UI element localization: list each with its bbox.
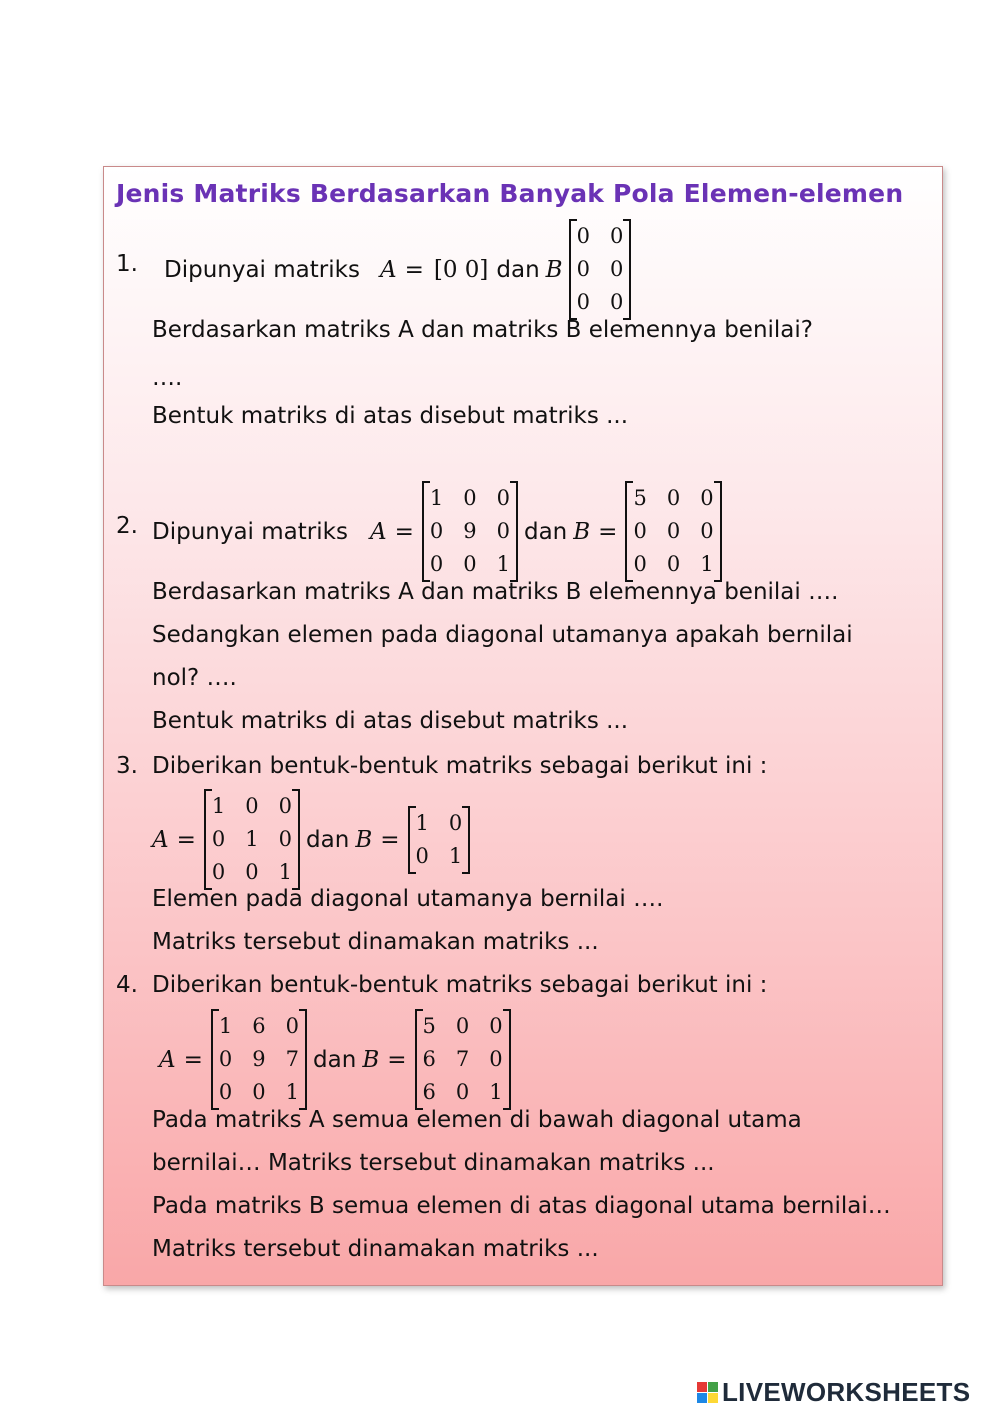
q1-b-symbol: B: [545, 256, 563, 283]
matrix-cell: 0: [496, 519, 510, 543]
matrix-cell: 0: [496, 486, 510, 510]
q3-matrix-a: [204, 789, 300, 890]
q2-intro: Dipunyai matriks: [152, 518, 348, 545]
matrix-cell: 0: [285, 1014, 300, 1038]
q2-line-3: nol? ….: [152, 665, 237, 691]
q3-b-symbol: B: [355, 826, 373, 853]
matrix-cell: 0: [576, 224, 590, 248]
matrix-cell: 0: [489, 1014, 503, 1038]
matrix-cell: 0: [609, 257, 624, 281]
matrix-cell: 0: [666, 552, 681, 576]
matrix-cell: 0: [448, 810, 463, 835]
matrix-cell: 0: [455, 1014, 470, 1038]
q4-equation: [159, 1009, 511, 1110]
matrix-cell: 0: [429, 552, 444, 576]
q3-equation: [152, 789, 470, 890]
matrix-cell: 6: [422, 1047, 436, 1071]
q3-dan: dan: [306, 826, 350, 853]
q2-line-4: Bentuk matriks di atas disebut matriks ...: [152, 708, 629, 734]
matrix-cell: 7: [285, 1047, 300, 1071]
matrix-cell: 1: [429, 486, 444, 510]
q4-number: 4.: [116, 972, 138, 998]
q1-line-1: Berdasarkan matriks A dan matriks B elemennya benilai?: [152, 317, 813, 343]
q2-matrix-b: [625, 481, 721, 582]
matrix-cell: 0: [633, 519, 647, 543]
q3-number: 3.: [116, 753, 138, 779]
matrix-cell: 0: [211, 860, 226, 884]
q3-b-equals: =: [380, 826, 400, 853]
q4-a-symbol: A: [159, 1046, 176, 1073]
q2-a-symbol: A: [369, 518, 387, 545]
q3-matrix-b: [408, 806, 471, 874]
matrix-cell: 5: [422, 1014, 436, 1038]
q1-matrix-a: [0 0]: [433, 256, 489, 283]
matrix-cell: 1: [211, 794, 226, 818]
matrix-cell: 9: [252, 1047, 266, 1071]
matrix-cell: 0: [463, 486, 477, 510]
liveworksheets-logo[interactable]: [697, 1377, 970, 1408]
q1-number: 1.: [116, 251, 138, 277]
q1-line-2: ….: [152, 365, 183, 391]
q4-b-symbol: B: [362, 1046, 380, 1073]
matrix-cell: 0: [278, 827, 293, 851]
q3-line-2: Matriks tersebut dinamakan matriks ...: [152, 929, 599, 955]
matrix-cell: 0: [576, 257, 590, 281]
matrix-cell: 7: [455, 1047, 470, 1071]
q2-matrix-a: [422, 481, 518, 582]
matrix-cell: 6: [422, 1080, 436, 1104]
q1-a-symbol: A: [379, 256, 397, 283]
matrix-cell: 1: [496, 552, 510, 576]
q3-a-symbol: A: [152, 826, 169, 853]
q2-number: 2.: [116, 513, 138, 539]
matrix-cell: 0: [455, 1080, 470, 1104]
matrix-cell: 1: [700, 552, 714, 576]
q3-a-equals: =: [176, 826, 196, 853]
matrix-cell: 0: [666, 486, 681, 510]
q3-intro: Diberikan bentuk-bentuk matriks sebagai berikut ini :: [152, 753, 768, 779]
logo-text: LIVEWORKSHEETS: [722, 1377, 971, 1407]
logo-mark-icon: [697, 1382, 718, 1403]
matrix-cell: 0: [666, 519, 681, 543]
q1-line-3: Bentuk matriks di atas disebut matriks ...: [152, 403, 629, 429]
matrix-cell: 1: [285, 1080, 300, 1104]
q2-a-equals: =: [394, 518, 414, 545]
q2-line-2: Sedangkan elemen pada diagonal utamanya apakah bernilai: [152, 622, 853, 648]
q3-line-1: Elemen pada diagonal utamanya bernilai ….: [152, 886, 664, 912]
q2-b-equals: =: [598, 518, 618, 545]
matrix-cell: 0: [609, 224, 624, 248]
matrix-cell: 6: [252, 1014, 266, 1038]
matrix-cell: 0: [700, 486, 714, 510]
matrix-cell: 0: [252, 1080, 266, 1104]
q4-dan: dan: [313, 1046, 357, 1073]
matrix-cell: 0: [211, 827, 226, 851]
q4-intro: Diberikan bentuk-bentuk matriks sebagai berikut ini :: [152, 972, 768, 998]
matrix-cell: 0: [700, 519, 714, 543]
q4-line-3: Pada matriks B semua elemen di atas diagonal utama bernilai…: [152, 1193, 891, 1219]
matrix-cell: 0: [609, 290, 624, 314]
q1-intro: Dipunyai matriks: [164, 256, 360, 283]
matrix-cell: 1: [448, 843, 463, 868]
matrix-cell: 0: [489, 1047, 503, 1071]
q2-b-symbol: B: [573, 518, 591, 545]
matrix-cell: 1: [218, 1014, 233, 1038]
q2-dan: dan: [523, 518, 568, 545]
matrix-cell: 1: [278, 860, 293, 884]
matrix-cell: 0: [245, 794, 259, 818]
q1-a-equals: =: [404, 256, 424, 283]
matrix-cell: 0: [415, 843, 429, 868]
matrix-cell: 0: [463, 552, 477, 576]
q1-matrix-b: [569, 219, 632, 320]
q4-matrix-a: [211, 1009, 307, 1110]
q1-equation: [164, 219, 631, 320]
q4-line-4: Matriks tersebut dinamakan matriks ...: [152, 1236, 599, 1262]
worksheet-card: [103, 166, 943, 1286]
matrix-cell: 5: [633, 486, 647, 510]
q4-a-equals: =: [183, 1046, 203, 1073]
q4-line-1: Pada matriks A semua elemen di bawah diagonal utama: [152, 1107, 802, 1133]
q1-dan: dan: [496, 256, 540, 283]
q2-line-1: Berdasarkan matriks A dan matriks B elemennya benilai ….: [152, 579, 839, 605]
matrix-cell: 1: [245, 827, 259, 851]
matrix-cell: 0: [633, 552, 647, 576]
matrix-cell: 0: [245, 860, 259, 884]
matrix-cell: 0: [429, 519, 444, 543]
matrix-cell: 0: [218, 1047, 233, 1071]
matrix-cell: 0: [218, 1080, 233, 1104]
matrix-cell: 9: [463, 519, 477, 543]
q4-b-equals: =: [387, 1046, 407, 1073]
q4-line-2: bernilai… Matriks tersebut dinamakan matriks ...: [152, 1150, 715, 1176]
matrix-cell: 0: [278, 794, 293, 818]
q2-equation: [152, 481, 722, 582]
worksheet-title: Jenis Matriks Berdasarkan Banyak Pola Elemen-elemen: [116, 179, 904, 208]
q4-matrix-b: [415, 1009, 511, 1110]
matrix-cell: 1: [415, 810, 429, 835]
matrix-cell: 0: [576, 290, 590, 314]
matrix-cell: 1: [489, 1080, 503, 1104]
